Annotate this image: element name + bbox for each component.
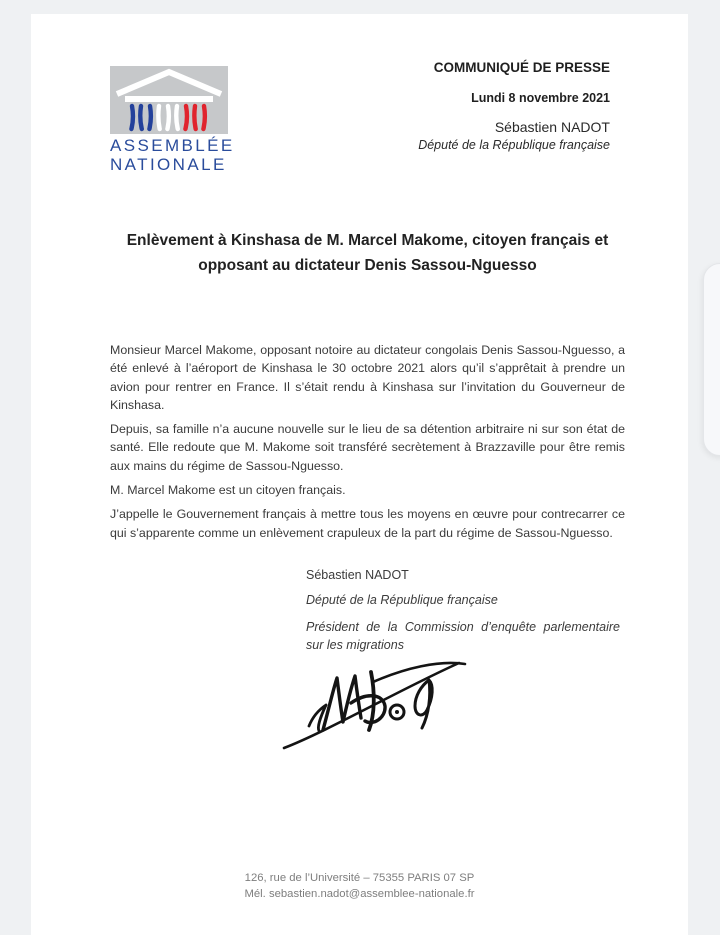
logo-line-2: NATIONALE [110, 155, 227, 174]
signature-block [306, 568, 620, 654]
handwritten-signature-icon [281, 656, 477, 768]
footer-email: Mél. sebastien.nadot@assemblee-nationale.fr [244, 888, 475, 900]
body-paragraph-1: Monsieur Marcel Makome, opposant notoire au dictateur congolais Denis Sassou-Nguesso, a été enlevé à l’aéroport de Kinshasa le 30 octobre 2021 alors qu’il s’apprêtait à prendre un avion pour rentrer en France. Il s’était rendu à Kinshasa sur l’invitation du Gouverneur de Kinshasa. [110, 343, 625, 412]
signatory-name: Sébastien NADOT [306, 568, 409, 582]
signatory-role-1: Député de la République française [306, 593, 498, 607]
body-paragraph-4: J’appelle le Gouvernement français à mettre tous les moyens en œuvre pour contrecarrer ce qui s’apparente comme un enlèvement crapuleux de la part du régime de Sassou-Nguesso. [110, 507, 625, 540]
logo-line-1: ASSEMBLÉE [110, 136, 235, 155]
date-line: Lundi 8 novembre 2021 [471, 91, 610, 105]
document-body [110, 341, 625, 548]
body-paragraph-3: M. Marcel Makome est un citoyen français. [110, 483, 346, 498]
footer-address: 126, rue de l’Université – 75355 PARIS 07 SP [244, 872, 475, 884]
header-meta [418, 60, 610, 152]
assemblee-nationale-logo [110, 66, 235, 174]
scrollbar-thumb[interactable] [703, 263, 720, 456]
press-release-label: COMMUNIQUÉ DE PRESSE [433, 60, 610, 75]
logo-wordmark [110, 136, 235, 174]
body-paragraph-2: Depuis, sa famille n’a aucune nouvelle sur le lieu de sa détention arbitraire ni sur son état de santé. Elle redoute que M. Makome soit transféré secrètement à Brazzaville pour être remis aux mains du régime de Sassou-Nguesso. [110, 422, 625, 473]
document-footer [31, 870, 688, 902]
author-name: Sébastien NADOT [494, 119, 610, 135]
document-title: Enlèvement à Kinshasa de M. Marcel Makome, citoyen français et opposant au dictateur Denis Sassou-Nguesso [126, 232, 609, 274]
author-role: Député de la République française [418, 138, 610, 152]
document-page [31, 14, 688, 935]
assemblee-nationale-pediment-columns-icon [110, 66, 228, 134]
signatory-role-2: Président de la Commission d’enquête parlementaire sur les migrations [306, 620, 620, 652]
